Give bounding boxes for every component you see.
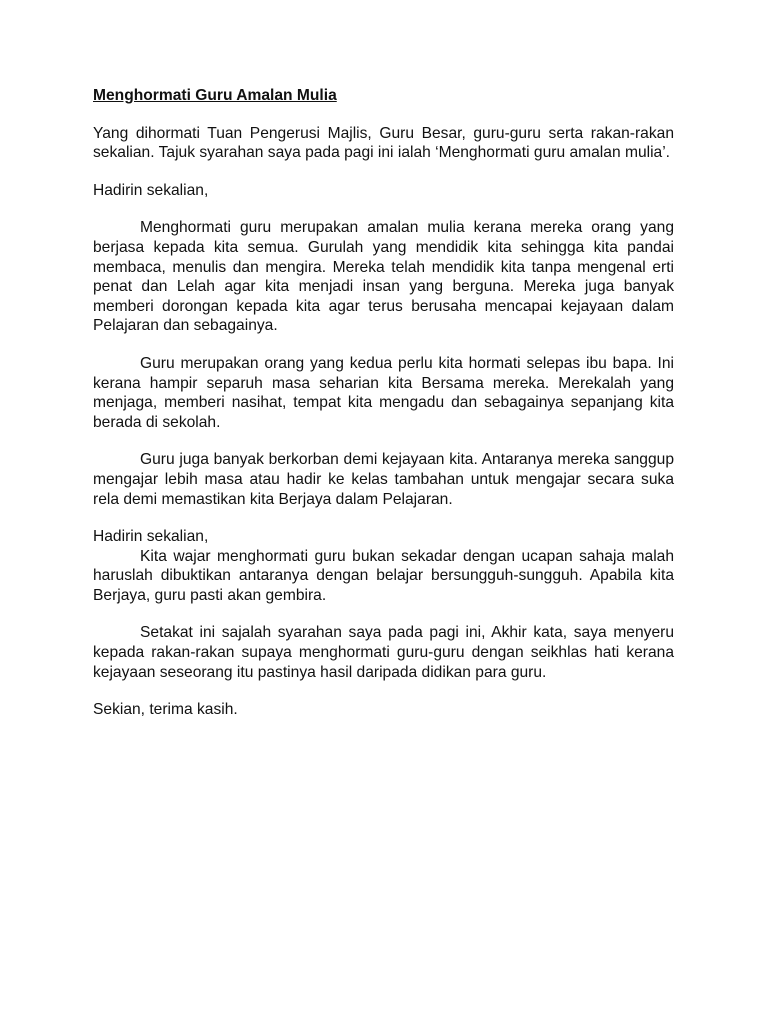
body-paragraph: Guru juga banyak berkorban demi kejayaan kita. Antaranya mereka sanggup mengajar lebih masa atau hadir ke kelas tambahan untuk mengajar secara suka rela demi memastikan kita Berjaya dalam Pelajaran. [93, 451, 674, 508]
greeting-line: Hadirin sekalian, [93, 528, 209, 546]
document-title: Menghormati Guru Amalan Mulia [93, 87, 337, 104]
signoff-line: Sekian, terima kasih. [93, 701, 238, 719]
body-paragraph: Kita wajar menghormati guru bukan sekadar dengan ucapan sahaja malah haruslah dibuktikan antaranya dengan belajar bersungguh-sungguh. Apabila kita Berjaya, guru pasti akan gembira. [93, 547, 674, 604]
body-paragraph: Guru merupakan orang yang kedua perlu kita hormati selepas ibu bapa. Ini kerana hampir separuh masa seharian kita Bersama mereka. Merekalah yang menjaga, memberi nasihat, tempat kita mengadu dan sebagainya sepanjang kita berada di sekolah. [93, 354, 674, 431]
greeting-line: Hadirin sekalian, [93, 181, 209, 199]
document-page [93, 86, 674, 738]
closing-paragraph: Setakat ini sajalah syarahan saya pada pagi ini, Akhir kata, saya menyeru kepada rakan-rakan supaya menghormati guru-guru dengan seikhlas hati kerana kejayaan seseorang itu pastinya hasil daripada didikan para guru. [93, 624, 674, 681]
body-paragraph: Menghormati guru merupakan amalan mulia kerana mereka orang yang berjasa kepada kita semua. Gurulah yang mendidik kita sehingga kita pandai membaca, menulis dan mengira. Mereka telah mendidik kita tanpa mengenal erti penat dan Lelah agar kita menjadi insan yang berguna. Mereka juga banyak memberi dorongan kepada kita agar terus berusaha mencapai kejayaan dalam Pelajaran dan sebagainya. [93, 219, 674, 335]
opening-paragraph: Yang dihormati Tuan Pengerusi Majlis, Guru Besar, guru-guru serta rakan-rakan sekalian. Tajuk syarahan saya pada pagi ini ialah ‘Menghormati guru amalan mulia’. [93, 124, 674, 162]
